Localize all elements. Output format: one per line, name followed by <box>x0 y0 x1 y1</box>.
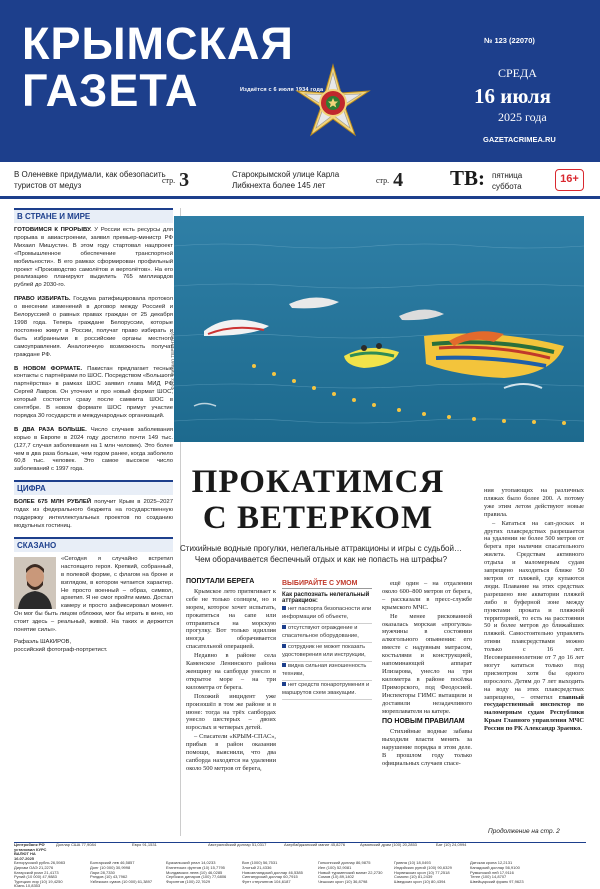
rule-text: нет средств понаротрумения и маршрутов схем эвакуации. <box>282 682 370 696</box>
rule-text: отсутствуют ограждение и спасательное оборудование, <box>282 625 359 639</box>
rate-item: Сомов (10) 89,1402 <box>318 874 355 880</box>
rate-item: Катарский риал 21,4173 <box>14 869 59 875</box>
subheading: ПОПУТАЛИ БЕРЕГА <box>186 578 255 585</box>
article-column-1 <box>186 578 276 774</box>
sidebar-rule <box>282 606 372 624</box>
rate-item: Сербских динаров (100) 77,6806 <box>166 874 227 880</box>
section-header-figure: ЦИФРА <box>14 480 173 495</box>
news-brief <box>14 427 173 474</box>
rate-item: Сингапурский доллар 60,7915 <box>242 874 298 880</box>
rate-item: Болгарский лев 46,5857 <box>90 860 135 866</box>
tv-days <box>492 170 522 192</box>
main-headline[interactable] <box>186 464 450 536</box>
sidebar-question: Как распознать нелегальный аттракцион: <box>282 592 370 604</box>
sidebar-rule <box>282 644 372 662</box>
rate-item: Новый туркменский манат 22,2730 <box>318 869 383 875</box>
news-brief <box>14 296 173 359</box>
rate-item: Сомони (10) 81,2439 <box>394 874 433 880</box>
rule-text: сотрудник не может показать удостоверения или инструкции, <box>282 644 366 658</box>
paragraph <box>484 520 584 733</box>
paragraph: ния утопающих на различных пляжах было более 200. А потому уже этим летом действуют новые правила. <box>484 487 584 518</box>
rate-item: Гривна (10) 18,0493 <box>394 860 431 866</box>
continued-link[interactable]: Продолжение на стр. 2 <box>488 828 560 835</box>
headline-line-1: ПРОКАТИМСЯ <box>191 464 445 500</box>
rate-item: Рупий (10 000) 47,9883 <box>14 874 57 880</box>
rate-item: Египетских фунтов (10) 15,7795 <box>166 864 225 870</box>
rate-item: Канадский доллар 56,9100 <box>470 864 520 870</box>
brief-lead: В ДВА РАЗА БОЛЬШЕ. <box>14 426 87 433</box>
rate-item: Дирхам ОАЭ 21,2276 <box>14 864 54 870</box>
brief-lead: В НОВОМ ФОРМАТЕ. <box>14 365 83 372</box>
website-link[interactable]: GAZETACRIMEA.RU <box>483 135 556 144</box>
sidebar-rule <box>282 682 372 700</box>
logo-line-2: ГАЗЕТА <box>22 65 199 116</box>
rule-text: нет паспорта безопасности или информации об объекте, <box>282 606 372 620</box>
paragraph: Стихийные водные забавы выходили власти менять за нарушение порядка в этом деле. В прошлом году только официальных случаев спасе- <box>382 728 472 767</box>
rate-item: Бразильский реал 14,0233 <box>166 860 216 866</box>
paragraph-text: – Кататься на сап-досках и других плавсредствах разрешается на удалении не более 500 метров от берега при наличии спасательного жилета. Средствам активного отдыха и маломерным судам запрещено находиться ближе 50 метров от пляжей, где купаются люди. Плавание на этих средствах разрешено вне акватории пляжей либо в буферной зоне между пунктами проката и пляжной территорией, то есть на расстоянии 50 и более метров до ближайших пляжей. Самостоятельно управлять этими плавсредствами можно только с 16 лет. Несовершеннолетние от 7 до 16 лет могут кататься только под присмотром хотя бы одного взрослого. Детям до 7 лет выходить на воду на этих плавсредствах запрещено, – отметил <box>484 519 584 701</box>
rate-item: Форинтов (100) 22,7629 <box>166 878 211 884</box>
rate-item: Датская крона 12,2131 <box>470 860 513 866</box>
left-column <box>14 208 173 661</box>
issue-year: 2025 года <box>498 110 547 124</box>
portrait-icon <box>14 557 56 609</box>
page-number: 3 <box>179 169 190 191</box>
bullet-icon <box>282 606 286 610</box>
rate-item: Донг (10 000) 30,9998 <box>90 864 131 870</box>
paragraph: ещё один – на отдалении около 600–800 метров от берега, – рассказали в пресс-службе крымского МЧС. <box>382 580 472 611</box>
article-column-3 <box>484 487 584 734</box>
issue-number: № 123 (22070) <box>484 36 535 45</box>
paragraph: Не менее рискованной оказалась морская «прогулка» мужчины в состоянии алкогольного опьянения: его вместе с надувным матрасом, костылями и конструкцией, напоминающей аппарат Илизарова, унесло на три километра в районе посёлка Приморского, под Феодосией. Инспекторы ГИМС вытащили и доставили незадачливого мореплавателя на катере. <box>382 612 472 715</box>
figure-lead: БОЛЕЕ 675 МЛН РУБЛЕЙ <box>14 499 92 506</box>
tv-label[interactable]: ТВ: <box>450 166 486 190</box>
figure-brief <box>14 499 173 531</box>
page-number: 4 <box>393 169 404 191</box>
rule-text: видна сильная изношенность техники, <box>282 663 367 677</box>
brief-text: Госдума ратифицировала протокол о внесении изменений в договор между Россией и Белоруссией о равных правах граждан от 25 декабря 1998 года. Теперь граждане Белоруссии, которые постоянно живут в России, получат право избирать и быть избранными в российские органы местного самоуправления. Аналогичную возможность получат граждане РФ. <box>14 296 173 358</box>
quote-author-role: российский фотограф-портретист. <box>14 646 108 653</box>
rate-item: Евро 91,1531 <box>132 842 157 847</box>
paragraph: Недавно в районе села Каменское Ленинского района женщину на сапборде унесло в открытое море – на три километра от берега. <box>186 652 276 691</box>
rate-item: Шведских крон (10) 80,4394 <box>394 878 446 884</box>
paragraph: Крымское лето притягивает к себе не только солнцем, но и морем, которое хочет испытать, прокатиться на сапе или отправиться на морскую прогулку. Вот только идиллия иногда оборачивается спасательной операцией. <box>186 587 276 651</box>
sea-attractions-photo-icon <box>174 216 584 442</box>
headline-line-2: С ВЕТЕРКОМ <box>202 500 434 536</box>
rate-item: Индийских рупий (100) 90,6329 <box>394 864 452 870</box>
rate-item: Азербайджанский манат 45,8276 <box>284 842 346 847</box>
since-text: Издаётся с 6 июля 1934 года <box>240 87 324 93</box>
brief-text: У России есть ресурсы для прорыва в авиастроении, заявил премьер-министр РФ Михаил Мишустин. В этом году стартовал нацпроект «Промышленное обеспечение транспортной мобильности». В его рамках сформирован профильный проект «Производство самолётов и вертолётов». На его реализацию планируют выделить 765 миллиардов рублей до 2030-го. <box>14 227 173 289</box>
rate-item: Румынский лей 17,9116 <box>470 869 514 875</box>
bullet-icon <box>282 644 286 648</box>
promo-item-1-text[interactable]: В Оленевке придумали, как обезопасить туристов от медуз <box>14 170 166 190</box>
tv-day-2: суббота <box>492 182 522 191</box>
paragraph: – Спасатели «КРЫМ-СПАС», прибыв в район оказания помощи, выяснили, что два сапборда находятся на удалении около 500 метров от берега, <box>186 733 276 772</box>
article-lead: Стихийные водные прогулки, нелегальные аттракционы и игры с судьбой… Чем оборачивается беспечный отдых и как не попасть на штрафы? <box>180 544 462 564</box>
rate-item: Армянский драм (100) 20,2853 <box>360 842 417 847</box>
newspaper-logo <box>22 20 294 114</box>
promo-item-2-page[interactable] <box>376 169 403 192</box>
rate-item: Белорусский рубль 26,5983 <box>14 860 66 866</box>
brief-lead: ГОТОВИМСЯ К ПРОРЫВУ. <box>14 227 92 233</box>
rate-item: Норвежских крон (10) 77,2518 <box>394 869 450 875</box>
bullet-icon <box>282 625 286 629</box>
weekday: СРЕДА <box>498 66 537 80</box>
paragraph: Похожий инцидент уже произошёл в том же районе и в июне: тогда на трёх сапбордах унесло шестерых – двоих взрослых и четверых детей. <box>186 692 276 732</box>
section-header-news: В СТРАНЕ И МИРЕ <box>14 208 173 223</box>
rate-item: Узбекских сумов (10 000) 61,3897 <box>90 878 153 884</box>
quote-author: Рафаэль ШАКИРОВ, <box>14 638 72 645</box>
brief-lead: ПРАВО ИЗБИРАТЬ. <box>14 296 71 303</box>
page-label: стр. <box>162 176 176 185</box>
page-label: стр. <box>376 176 390 185</box>
rate-item: Доллар США 77,9084 <box>56 842 96 847</box>
currency-rates <box>14 842 586 889</box>
order-emblem-icon <box>292 62 374 144</box>
subheading: ПО НОВЫМ ПРАВИЛАМ <box>382 718 465 726</box>
rate-item: Швейцарский франк 97,9623 <box>470 878 524 884</box>
sidebar-box <box>282 580 372 701</box>
rate-item: Австралийский доллар 51,0317 <box>208 842 267 847</box>
logo-line-1: КРЫМСКАЯ <box>22 18 294 69</box>
rate-item: Вон (1000) 56,7531 <box>242 860 278 866</box>
brief-text: Число случаев заболевания корью в Европе в 2024 году достигло почти 149 тыс. (127,7 случая заболевания на 1 млн человек). Это более чем в два раза больше, чем годом ранее, когда заболело 60,8 тыс. человек. Это самое высокое число заболеваний с 1997 года. <box>14 426 173 473</box>
rate-item: Фунт стерлингов 104,6187 <box>242 878 291 884</box>
promo-item-2-text[interactable]: Старокрымской улице Карла Либкнехта более 145 лет <box>232 170 340 190</box>
issue-date: 16 июля <box>474 84 552 108</box>
figure-text: получит Крым в 2025–2027 годах из федерального бюджета на государственную поддержку интеллектуальных проектов по созданию модульных гостиниц. <box>14 499 173 529</box>
sidebar-rule <box>282 625 372 643</box>
section-header-quote: СКАЗАНО <box>14 537 173 552</box>
rate-item: Юань 10,8353 <box>14 883 41 889</box>
rate-item: Злотый 21,4336 <box>242 864 272 870</box>
rate-item: Иен (100) 52,9081 <box>318 864 352 870</box>
rate-item: Рэндов (10) 43,7962 <box>90 874 128 880</box>
inspector-name: главный государственный инспектор по маломерным судам Республики Крым Главного управления МЧС России по РК Александр Зраенко. <box>484 693 584 733</box>
rate-item: Чешских крон (10) 36,8798 <box>318 878 368 884</box>
rate-item: Новозеландский доллар 46,5385 <box>242 869 303 875</box>
masthead <box>0 0 600 162</box>
rate-item: Молдавских леев (10) 46,0285 <box>166 869 223 875</box>
main-photo <box>174 216 584 442</box>
author-photo <box>14 557 56 609</box>
tv-day-1: пятница <box>492 171 523 180</box>
brief-text: Пакистан предлагает тесные контакты с партнёрами по ШОС. Посредством «Большого партнёрства» в рамках ШОС заявил глава МИД РФ Сергей Лавров. Он уточнил и про новый формат ШОС, который состоится сразу после саммита ШОС в сентябре. В новом формате ШОС примут участие порядка 30 государств и международных организаций. <box>14 365 173 419</box>
promo-strip <box>0 162 600 199</box>
rate-item: Гонконгский доллар 86,9875 <box>318 860 371 866</box>
rates-header: Центробанк РФ установил КУРС ВАЛЮТ НА 16.07.2025 <box>14 842 47 861</box>
bullet-icon <box>282 682 286 686</box>
promo-item-1-page[interactable] <box>162 169 189 192</box>
sidebar-rule <box>282 663 372 681</box>
bullet-icon <box>282 663 286 667</box>
rate-item: Бат (10) 24,0994 <box>436 842 467 847</box>
sidebar-title: ВЫБИРАЙТЕ С УМОМ <box>282 580 372 589</box>
age-rating-badge: 16+ <box>555 169 584 191</box>
rate-item: Турецких лир (10) 19,4250 <box>14 878 63 884</box>
news-brief <box>14 366 173 421</box>
article-column-2 <box>382 580 472 769</box>
rate-item: Тенге (100) 14,8707 <box>470 874 507 880</box>
quote-text: «Сегодня я случайно встретил настоящего героя. Крепкий, собранный, в полевой форме, с флагом на броне и взглядом, в котором читается характер. Не просто военный – образ, символ, архетип. Я не смог пройти мимо. Достал камеру и просто зафиксировал момент. Он мог бы быть лицом обложки, мог бы играть в кино, но стоит здесь – реальный, живой. На таких и держится понятие силы». <box>14 555 173 634</box>
photo-credit: Фото: Михаил ТЕРЕНТИЙ <box>171 331 176 390</box>
news-brief <box>14 227 173 290</box>
quote-block <box>14 556 173 655</box>
rate-item: Лари 28,7330 <box>90 869 115 875</box>
